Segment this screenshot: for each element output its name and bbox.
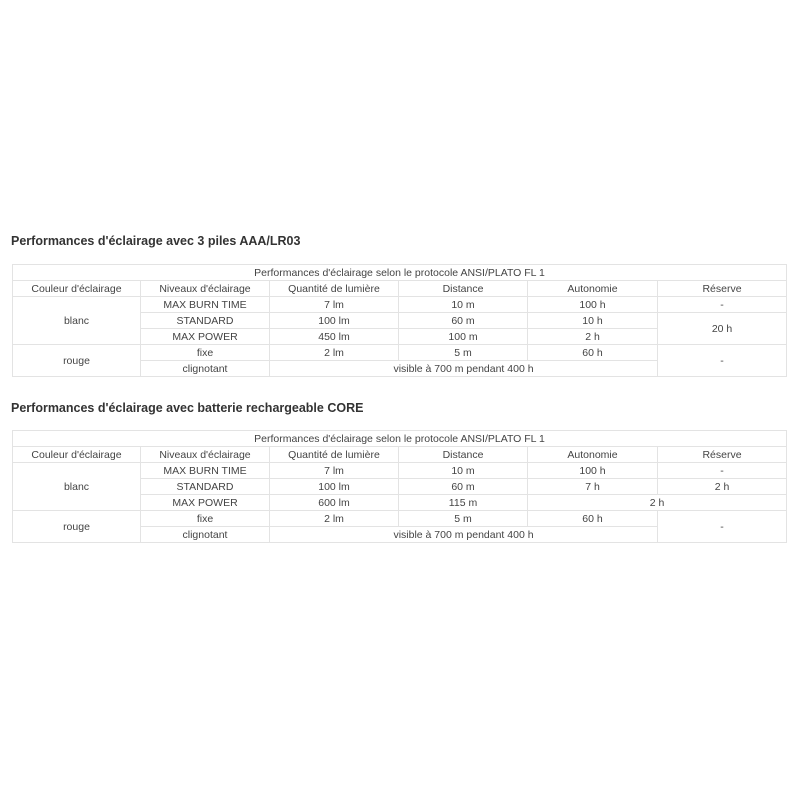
autonomy-cell: 60 h xyxy=(528,511,658,527)
header-cell: Autonomie xyxy=(528,447,658,463)
header-row xyxy=(13,447,787,463)
level-cell: STANDARD xyxy=(141,313,270,329)
autonomy-cell: 100 h xyxy=(528,463,658,479)
autonomy-cell: 100 h xyxy=(528,297,658,313)
lumens-cell: 100 lm xyxy=(270,479,399,495)
lumens-cell: 600 lm xyxy=(270,495,399,511)
header-cell: Quantité de lumière xyxy=(270,447,399,463)
header-cell: Couleur d'éclairage xyxy=(13,281,141,297)
reserve-cell: 2 h xyxy=(658,479,787,495)
protocol-caption: Performances d'éclairage selon le protocole ANSI/PLATO FL 1 xyxy=(13,265,787,281)
lumens-cell: 2 lm xyxy=(270,511,399,527)
table-row xyxy=(13,431,787,447)
reserve-cell-shared: 20 h xyxy=(658,313,787,345)
header-cell: Niveaux d'éclairage xyxy=(141,447,270,463)
distance-cell: 60 m xyxy=(399,313,528,329)
reserve-cell: - xyxy=(658,463,787,479)
header-cell: Couleur d'éclairage xyxy=(13,447,141,463)
header-cell: Distance xyxy=(399,281,528,297)
reserve-cell: - xyxy=(658,345,787,377)
table-row xyxy=(13,511,787,527)
autonomy-cell: 2 h xyxy=(528,329,658,345)
table-row xyxy=(13,345,787,361)
distance-cell: 5 m xyxy=(399,511,528,527)
protocol-caption: Performances d'éclairage selon le protocole ANSI/PLATO FL 1 xyxy=(13,431,787,447)
distance-cell: 5 m xyxy=(399,345,528,361)
table-row xyxy=(13,463,787,479)
header-cell: Réserve xyxy=(658,447,787,463)
lumens-cell: 7 lm xyxy=(270,463,399,479)
lumens-cell: 2 lm xyxy=(270,345,399,361)
autonomy-cell: 10 h xyxy=(528,313,658,329)
color-cell-blanc: blanc xyxy=(13,463,141,511)
header-cell: Distance xyxy=(399,447,528,463)
lumens-cell: 100 lm xyxy=(270,313,399,329)
lumens-cell: 7 lm xyxy=(270,297,399,313)
table-row xyxy=(13,265,787,281)
distance-cell: 10 m xyxy=(399,297,528,313)
section-title-aaa-batteries: Performances d'éclairage avec 3 piles AAA/LR03 xyxy=(11,234,301,248)
section-title-core-battery: Performances d'éclairage avec batterie rechargeable CORE xyxy=(11,401,364,415)
reserve-cell: - xyxy=(658,297,787,313)
level-cell: MAX POWER xyxy=(141,329,270,345)
level-cell: fixe xyxy=(141,345,270,361)
color-cell-blanc: blanc xyxy=(13,297,141,345)
level-cell: clignotant xyxy=(141,361,270,377)
autonomy-cell: 60 h xyxy=(528,345,658,361)
blink-info-cell: visible à 700 m pendant 400 h xyxy=(270,361,658,377)
distance-cell: 10 m xyxy=(399,463,528,479)
level-cell: MAX BURN TIME xyxy=(141,463,270,479)
level-cell: fixe xyxy=(141,511,270,527)
header-cell: Autonomie xyxy=(528,281,658,297)
performance-table-core xyxy=(12,430,787,543)
level-cell: MAX POWER xyxy=(141,495,270,511)
header-cell: Réserve xyxy=(658,281,787,297)
level-cell: clignotant xyxy=(141,527,270,543)
distance-cell: 100 m xyxy=(399,329,528,345)
distance-cell: 60 m xyxy=(399,479,528,495)
color-cell-rouge: rouge xyxy=(13,511,141,543)
header-cell: Quantité de lumière xyxy=(270,281,399,297)
header-row xyxy=(13,281,787,297)
distance-cell: 115 m xyxy=(399,495,528,511)
level-cell: STANDARD xyxy=(141,479,270,495)
color-cell-rouge: rouge xyxy=(13,345,141,377)
level-cell: MAX BURN TIME xyxy=(141,297,270,313)
autonomy-cell: 7 h xyxy=(528,479,658,495)
reserve-cell: - xyxy=(658,511,787,543)
table-row xyxy=(13,297,787,313)
performance-table-aaa xyxy=(12,264,787,377)
blink-info-cell: visible à 700 m pendant 400 h xyxy=(270,527,658,543)
header-cell: Niveaux d'éclairage xyxy=(141,281,270,297)
lumens-cell: 450 lm xyxy=(270,329,399,345)
autonomy-reserve-cell: 2 h xyxy=(528,495,787,511)
